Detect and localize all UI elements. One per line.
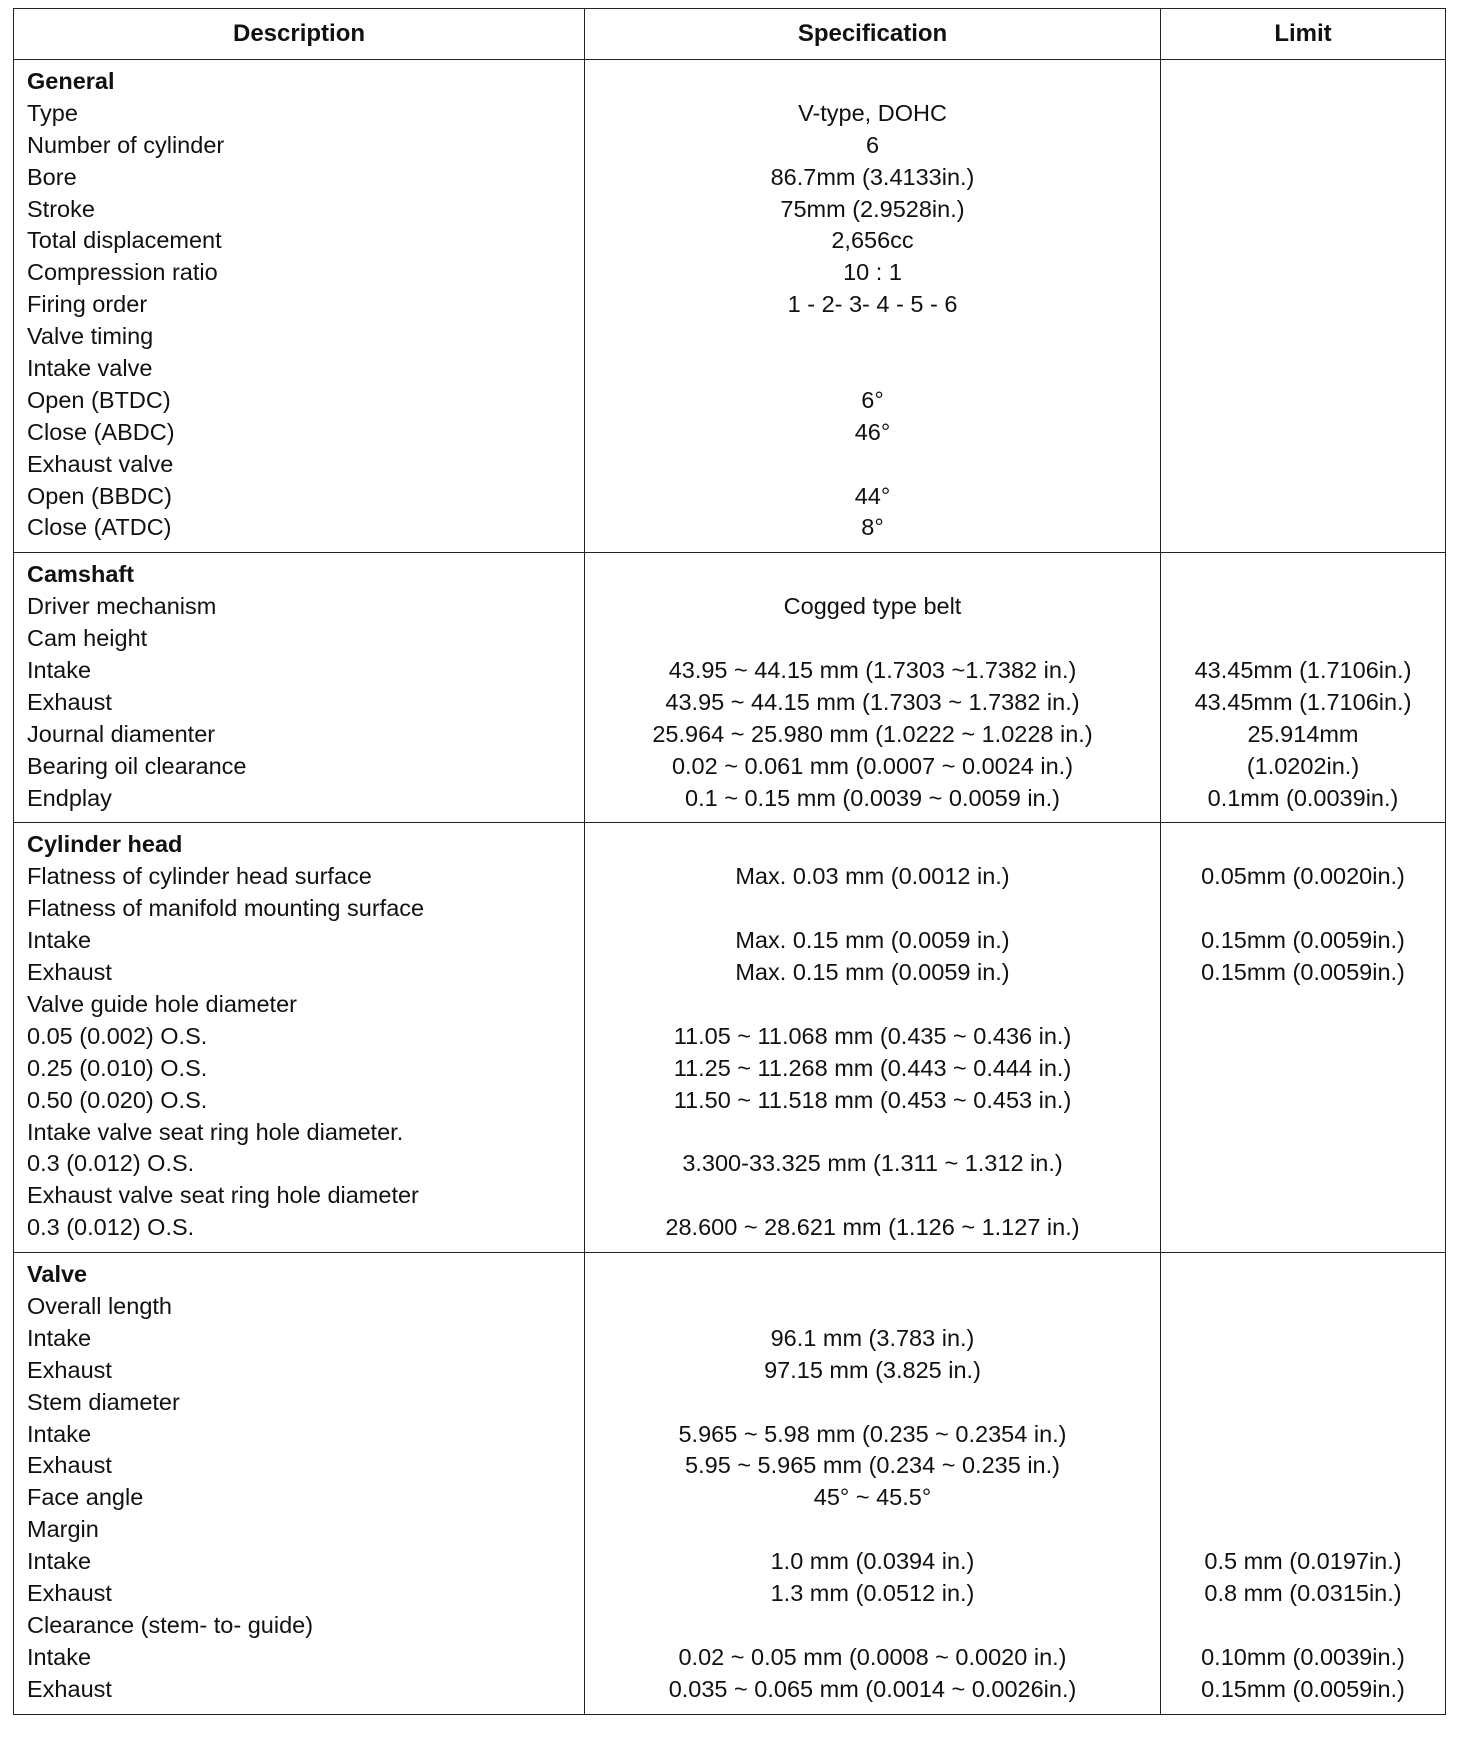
- specification-value: [585, 353, 1160, 385]
- specification-value: 6: [865, 131, 880, 158]
- description-text: Compression ratio: [27, 259, 218, 286]
- description-text: Stem diameter: [27, 1388, 180, 1415]
- description-text: Overall length: [27, 1292, 172, 1319]
- specification-value: [585, 1117, 1160, 1149]
- specification-value: V-type, DOHC: [798, 99, 947, 126]
- header-description: Description: [14, 9, 585, 60]
- description-text: Clearance (stem- to- guide): [27, 1611, 314, 1638]
- specification-value: 0.1 ~ 0.15 mm (0.0039 ~ 0.0059 in.): [685, 784, 1060, 811]
- description-text: Intake: [27, 1548, 92, 1575]
- limit-value: 43.45mm (1.7106in.): [1194, 688, 1412, 715]
- limit-value: 0.15mm (0.0059in.): [1201, 927, 1405, 954]
- specification-value: 8°: [861, 514, 884, 541]
- limit-value: [1161, 1323, 1445, 1355]
- header-specification: Specification: [585, 9, 1161, 60]
- spec-table-body: [14, 60, 1446, 1715]
- section-title: Cylinder head: [27, 831, 183, 858]
- description-text: Exhaust: [27, 959, 112, 986]
- limit-value: [1161, 130, 1445, 162]
- limit-value: [1161, 385, 1445, 417]
- limit-value: 0.8 mm (0.0315in.): [1204, 1579, 1402, 1606]
- section-row: [14, 1253, 1446, 1714]
- limit-value: [1161, 98, 1445, 130]
- limit-value: [1161, 1387, 1445, 1419]
- limit-value: 25.914mm: [1247, 720, 1359, 747]
- specification-value: [585, 893, 1160, 925]
- limit-value: 0.15mm (0.0059in.): [1201, 1675, 1405, 1702]
- limit-cell: [1161, 1253, 1446, 1714]
- blank-line: [1161, 66, 1445, 98]
- header-limit: Limit: [1161, 9, 1446, 60]
- blank-line: [585, 66, 1160, 98]
- blank-line: [585, 829, 1160, 861]
- description-text: Bore: [27, 163, 77, 190]
- specification-value: 0.035 ~ 0.065 mm (0.0014 ~ 0.0026in.): [668, 1675, 1077, 1702]
- description-cell: [14, 60, 585, 553]
- limit-value: 0.10mm (0.0039in.): [1201, 1643, 1405, 1670]
- limit-value: [1161, 289, 1445, 321]
- limit-value: [1161, 225, 1445, 257]
- specification-value: 43.95 ~ 44.15 mm (1.7303 ~1.7382 in.): [668, 657, 1077, 684]
- section-title: Camshaft: [27, 561, 135, 588]
- limit-value: [1161, 1085, 1445, 1117]
- section-row: [14, 553, 1446, 823]
- specification-value: 44°: [854, 482, 891, 509]
- specification-value: Max. 0.15 mm (0.0059 in.): [735, 959, 1010, 986]
- blank-line: [1161, 829, 1445, 861]
- specification-value: [585, 1291, 1160, 1323]
- description-text: Valve timing: [27, 323, 154, 350]
- description-text: Exhaust: [27, 1675, 112, 1702]
- blank-line: [585, 559, 1160, 591]
- limit-value: [1161, 1212, 1445, 1244]
- header-row: [14, 9, 1446, 60]
- description-text: Intake: [27, 657, 92, 684]
- description-text: Intake: [27, 927, 92, 954]
- description-cell: [14, 1253, 585, 1714]
- description-text: Intake valve seat ring hole diameter.: [27, 1118, 404, 1145]
- description-cell: [14, 553, 585, 823]
- specification-value: 45° ~ 45.5°: [813, 1484, 932, 1511]
- limit-value: [1161, 194, 1445, 226]
- section-title: General: [27, 68, 115, 94]
- spec-table: [13, 8, 1446, 1715]
- specification-value: 43.95 ~ 44.15 mm (1.7303 ~ 1.7382 in.): [665, 688, 1080, 715]
- limit-cell: [1161, 553, 1446, 823]
- specification-value: [585, 1610, 1160, 1642]
- specification-value: 0.02 ~ 0.061 mm (0.0007 ~ 0.0024 in.): [671, 752, 1074, 779]
- description-text: Flatness of cylinder head surface: [27, 863, 372, 890]
- specification-value: 5.95 ~ 5.965 mm (0.234 ~ 0.235 in.): [685, 1452, 1060, 1479]
- description-text: Bearing oil clearance: [27, 752, 247, 779]
- limit-value: [1161, 893, 1445, 925]
- section-title: Valve: [27, 1261, 88, 1288]
- limit-value: 0.1mm (0.0039in.): [1207, 784, 1399, 811]
- description-text: Flatness of manifold mounting surface: [27, 895, 425, 922]
- description-text: Close (ABDC): [27, 418, 175, 445]
- specification-value: Max. 0.15 mm (0.0059 in.): [735, 927, 1010, 954]
- limit-value: [1161, 1610, 1445, 1642]
- description-text: Exhaust valve: [27, 450, 174, 477]
- specification-value: [585, 1514, 1160, 1546]
- specification-value: [585, 1387, 1160, 1419]
- specification-cell: [585, 823, 1161, 1253]
- description-text: Driver mechanism: [27, 593, 217, 620]
- specification-value: 97.15 mm (3.825 in.): [764, 1356, 981, 1383]
- limit-value: 0.5 mm (0.0197in.): [1204, 1548, 1402, 1575]
- limit-value: [1161, 1291, 1445, 1323]
- limit-value: (1.0202in.): [1246, 752, 1360, 779]
- specification-value: 0.02 ~ 0.05 mm (0.0008 ~ 0.0020 in.): [678, 1643, 1067, 1670]
- limit-value: [1161, 1482, 1445, 1514]
- description-text: Exhaust valve seat ring hole diameter: [27, 1182, 419, 1209]
- description-text: Number of cylinder: [27, 131, 225, 158]
- limit-value: [1161, 1355, 1445, 1387]
- specification-value: 2,656cc: [831, 227, 914, 254]
- limit-value: [1161, 481, 1445, 513]
- specification-value: 1.3 mm (0.0512 in.): [770, 1579, 975, 1606]
- limit-value: 0.15mm (0.0059in.): [1201, 959, 1405, 986]
- specification-value: 6°: [861, 386, 884, 413]
- specification-value: 3.300-33.325 mm (1.311 ~ 1.312 in.): [682, 1150, 1063, 1177]
- description-text: Intake valve: [27, 355, 153, 382]
- limit-value: [1161, 353, 1445, 385]
- specification-value: Cogged type belt: [783, 593, 962, 620]
- description-text: 0.50 (0.020) O.S.: [27, 1086, 208, 1113]
- section-row: [14, 823, 1446, 1253]
- specification-value: 1 - 2- 3- 4 - 5 - 6: [787, 291, 958, 318]
- description-text: Stroke: [27, 195, 95, 222]
- description-text: Exhaust: [27, 1452, 112, 1479]
- description-text: Exhaust: [27, 1356, 112, 1383]
- description-text: Journal diamenter: [27, 720, 216, 747]
- description-text: Face angle: [27, 1484, 144, 1511]
- description-text: 0.3 (0.012) O.S.: [27, 1214, 195, 1241]
- limit-value: [1161, 1148, 1445, 1180]
- limit-value: [1161, 1053, 1445, 1085]
- specification-value: 11.05 ~ 11.068 mm (0.435 ~ 0.436 in.): [673, 1022, 1072, 1049]
- limit-value: [1161, 623, 1445, 655]
- limit-value: [1161, 321, 1445, 353]
- section-row: [14, 60, 1446, 553]
- specification-value: Max. 0.03 mm (0.0012 in.): [735, 863, 1010, 890]
- limit-value: [1161, 512, 1445, 544]
- blank-line: [1161, 559, 1445, 591]
- specification-value: [585, 321, 1160, 353]
- specification-cell: [585, 1253, 1161, 1714]
- specification-value: 96.1 mm (3.783 in.): [770, 1324, 975, 1351]
- description-text: Intake: [27, 1643, 92, 1670]
- limit-value: [1161, 417, 1445, 449]
- blank-line: [585, 1259, 1160, 1291]
- description-text: 0.05 (0.002) O.S.: [27, 1022, 208, 1049]
- specification-value: 5.965 ~ 5.98 mm (0.235 ~ 0.2354 in.): [678, 1420, 1067, 1447]
- specification-value: 11.25 ~ 11.268 mm (0.443 ~ 0.444 in.): [673, 1054, 1072, 1081]
- specification-value: 46°: [854, 418, 891, 445]
- limit-value: [1161, 162, 1445, 194]
- limit-value: [1161, 1450, 1445, 1482]
- limit-value: [1161, 257, 1445, 289]
- limit-value: [1161, 989, 1445, 1021]
- limit-value: [1161, 1180, 1445, 1212]
- specification-value: [585, 449, 1160, 481]
- description-text: Cam height: [27, 625, 148, 652]
- specification-cell: [585, 553, 1161, 823]
- description-text: Intake: [27, 1324, 92, 1351]
- description-text: Valve guide hole diameter: [27, 990, 297, 1017]
- specification-value: [585, 623, 1160, 655]
- limit-value: [1161, 1419, 1445, 1451]
- limit-value: [1161, 449, 1445, 481]
- limit-cell: [1161, 823, 1446, 1253]
- description-text: Exhaust: [27, 688, 112, 715]
- specification-cell: [585, 60, 1161, 553]
- description-text: Margin: [27, 1516, 99, 1543]
- limit-value: 0.05mm (0.0020in.): [1201, 863, 1405, 890]
- description-text: Exhaust: [27, 1579, 112, 1606]
- specification-value: 75mm (2.9528in.): [780, 195, 965, 222]
- limit-value: [1161, 1117, 1445, 1149]
- specification-value: 10 : 1: [843, 259, 902, 286]
- description-text: 0.25 (0.010) O.S.: [27, 1054, 208, 1081]
- specification-value: 86.7mm (3.4133in.): [770, 163, 975, 190]
- specification-value: [585, 1180, 1160, 1212]
- specification-value: [585, 989, 1160, 1021]
- limit-value: [1161, 1514, 1445, 1546]
- limit-value: [1161, 1021, 1445, 1053]
- specification-value: 11.50 ~ 11.518 mm (0.453 ~ 0.453 in.): [673, 1086, 1072, 1113]
- specification-value: 25.964 ~ 25.980 mm (1.0222 ~ 1.0228 in.): [652, 720, 1093, 747]
- description-text: Open (BBDC): [27, 482, 172, 509]
- specification-value: 1.0 mm (0.0394 in.): [770, 1548, 975, 1575]
- limit-value: 43.45mm (1.7106in.): [1194, 657, 1412, 684]
- description-text: Total displacement: [27, 227, 222, 254]
- description-text: Firing order: [27, 291, 148, 318]
- description-text: 0.3 (0.012) O.S.: [27, 1150, 195, 1177]
- description-text: Close (ATDC): [27, 514, 172, 541]
- description-text: Intake: [27, 1420, 92, 1447]
- limit-cell: [1161, 60, 1446, 553]
- blank-line: [1161, 1259, 1445, 1291]
- specification-value: 28.600 ~ 28.621 mm (1.126 ~ 1.127 in.): [665, 1214, 1080, 1241]
- limit-value: [1161, 591, 1445, 623]
- description-cell: [14, 823, 585, 1253]
- description-text: Open (BTDC): [27, 386, 171, 413]
- description-text: Endplay: [27, 784, 112, 811]
- description-text: Type: [27, 99, 78, 126]
